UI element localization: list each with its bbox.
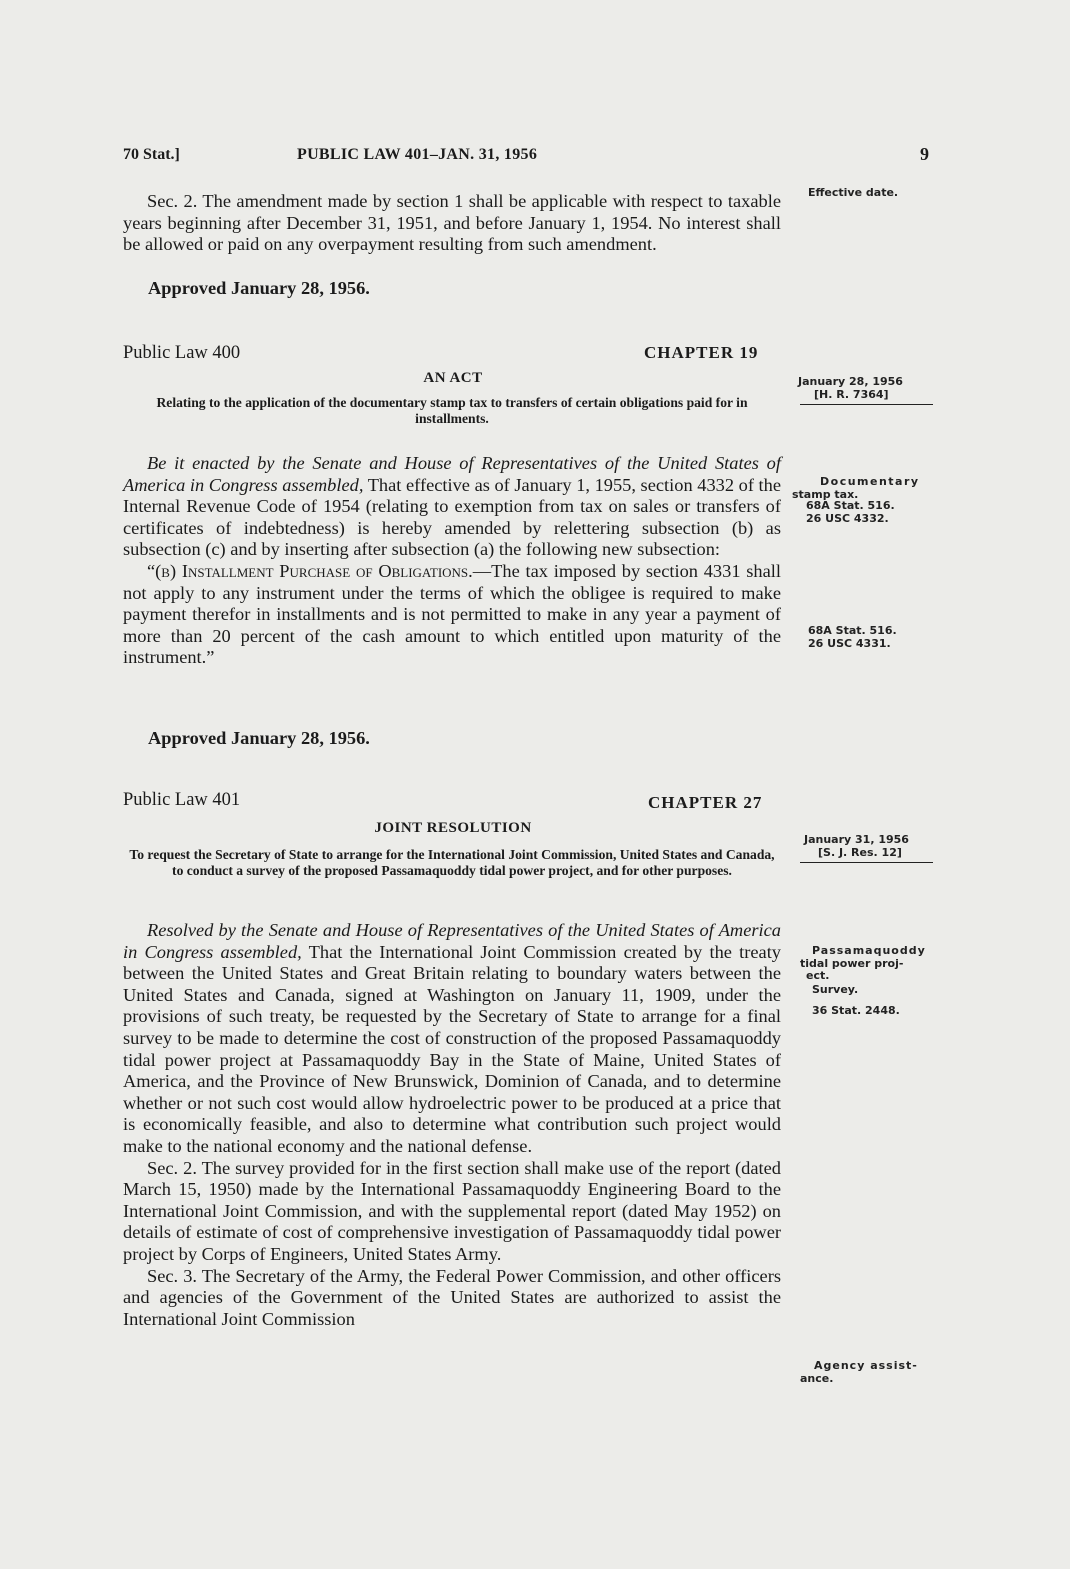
law401-sec3: Sec. 3. The Secretary of the Army, the Federal Power Commission, and other officers and agencies of the Government of the United States are authorized to assist the International Joint Commission — [123, 1265, 781, 1329]
prev-approved: Approved January 28, 1956. — [148, 278, 370, 298]
law400-subsection-b — [123, 561, 781, 669]
law400-approved: Approved January 28, 1956. — [148, 728, 370, 748]
prev-section — [123, 191, 781, 256]
law401-resolving-clause: Resolved by the Senate and House of Representatives of the United States of America in Congress assembled, — [123, 920, 781, 962]
margin-doc-stamp-1: Documentary — [820, 475, 920, 488]
margin-stat-2448: 36 Stat. 2448. — [812, 1004, 900, 1017]
law401-resolving-paragraph — [123, 920, 781, 1158]
law400-body-text: That effective as of January 1, 1955, section 4332 of the Internal Revenue Code of 1954 (relating to exemption from tax on sales or transfers of certificates of indebtedness) is hereby amended by relettering subsection (b) as subsection (c) and by inserting after subsection (a) the following new subsection: — [123, 474, 782, 560]
law401-act-type: JOINT RESOLUTION — [374, 820, 532, 836]
margin-passama-3: ect. — [806, 969, 830, 982]
margin-passama-2: tidal power proj- — [800, 957, 904, 970]
law400-enacting-paragraph — [123, 453, 781, 561]
law400-chapter: CHAPTER 19 — [644, 343, 759, 362]
margin-effective-date: Effective date. — [808, 186, 899, 199]
margin-cite2-2: 26 USC 4331. — [808, 637, 891, 650]
margin-passama-1: Passamaquoddy — [812, 944, 926, 957]
law401-label: Public Law 401 — [123, 790, 241, 810]
law400-body — [123, 453, 781, 669]
margin-survey: Survey. — [812, 983, 859, 996]
margin-agency-2: ance. — [800, 1372, 834, 1385]
margin-cite2-1: 68A Stat. 516. — [808, 624, 897, 637]
margin-doc-stamp-3: 68A Stat. 516. — [806, 499, 895, 512]
margin-doc-stamp-4: 26 USC 4332. — [806, 512, 889, 525]
law401-chapter: CHAPTER 27 — [648, 793, 763, 812]
header-volume-ref: 70 Stat.] — [123, 146, 180, 163]
law401-body — [123, 920, 781, 1330]
prev-section-text: Sec. 2. The amendment made by section 1 shall be applicable with respect to taxable years beginning after December 31, 1951, and before January 1, 1954. No interest shall be allowed or paid on any overpayment resulting from such amendment. — [123, 191, 781, 255]
law400-sub-b-text: —The tax imposed by section 4331 shall not apply to any instrument under the terms of which the obligee is required to make payment therefor in installments and is not permitted to make in any year a payment of more than 20 percent of the cash amount to which entitled upon maturity of the instrument.” — [123, 560, 782, 668]
margin-doc-stamp-2: stamp tax. — [792, 488, 859, 501]
margin-law401-bill: [S. J. Res. 12] — [818, 846, 902, 859]
law400-enacting-clause: Be it enacted by the Senate and House of Representatives of the United States of America in Congress assembled, — [123, 453, 781, 495]
margin-law401-date: January 31, 1956 — [804, 833, 909, 846]
margin-agency-1: Agency assist- — [814, 1359, 918, 1372]
law400-sub-b-heading: “(b) Installment Purchase of Obligations. — [147, 560, 473, 581]
law400-subject: Relating to the application of the documentary stamp tax to transfers of certain obligations paid for in installments. — [156, 395, 748, 426]
margin-rule-law400 — [800, 404, 933, 405]
page-number: 9 — [920, 144, 929, 164]
margin-law400-date: January 28, 1956 — [798, 375, 903, 388]
law401-body-text: That the International Joint Commission created by the treaty between the United States and Great Britain relating to boundary waters between the United States and Canada, signed at Washington on January 11, 1909, under the provisions of such treaty, be requested by the Secretary of State to arrange for a final survey to be made to determine the cost of construction of the proposed Passamaquoddy tidal power project at Passamaquoddy Bay in the State of Maine, United States of America, and the Province of New Brunswick, Dominion of Canada, and to determine whether or not such cost would allow hydroelectric power to be produced at a price that is economically feasible, and also to determine what contribution such project would make to the national economy and the national defense. — [123, 941, 782, 1156]
margin-rule-law401 — [800, 862, 933, 863]
law401-sec2: Sec. 2. The survey provided for in the first section shall make use of the report (dated March 15, 1950) made by the International Passamaquoddy Engineering Board to the International Joint Commission, and with the supplemental report (dated May 1952) on details of estimate of cost of comprehensive investigation of Passamaquoddy tidal power project by Corps of Engineers, United States Army. — [123, 1157, 781, 1264]
law400-act-type: AN ACT — [423, 370, 483, 386]
law400-label: Public Law 400 — [123, 343, 241, 363]
margin-law400-bill: [H. R. 7364] — [814, 388, 889, 401]
header-title: PUBLIC LAW 401–JAN. 31, 1956 — [297, 146, 538, 163]
law401-subject: To request the Secretary of State to arrange for the International Joint Commission, United States and Canada, to conduct a survey of the proposed Passamaquoddy tidal power project, and for other purposes. — [129, 847, 775, 878]
